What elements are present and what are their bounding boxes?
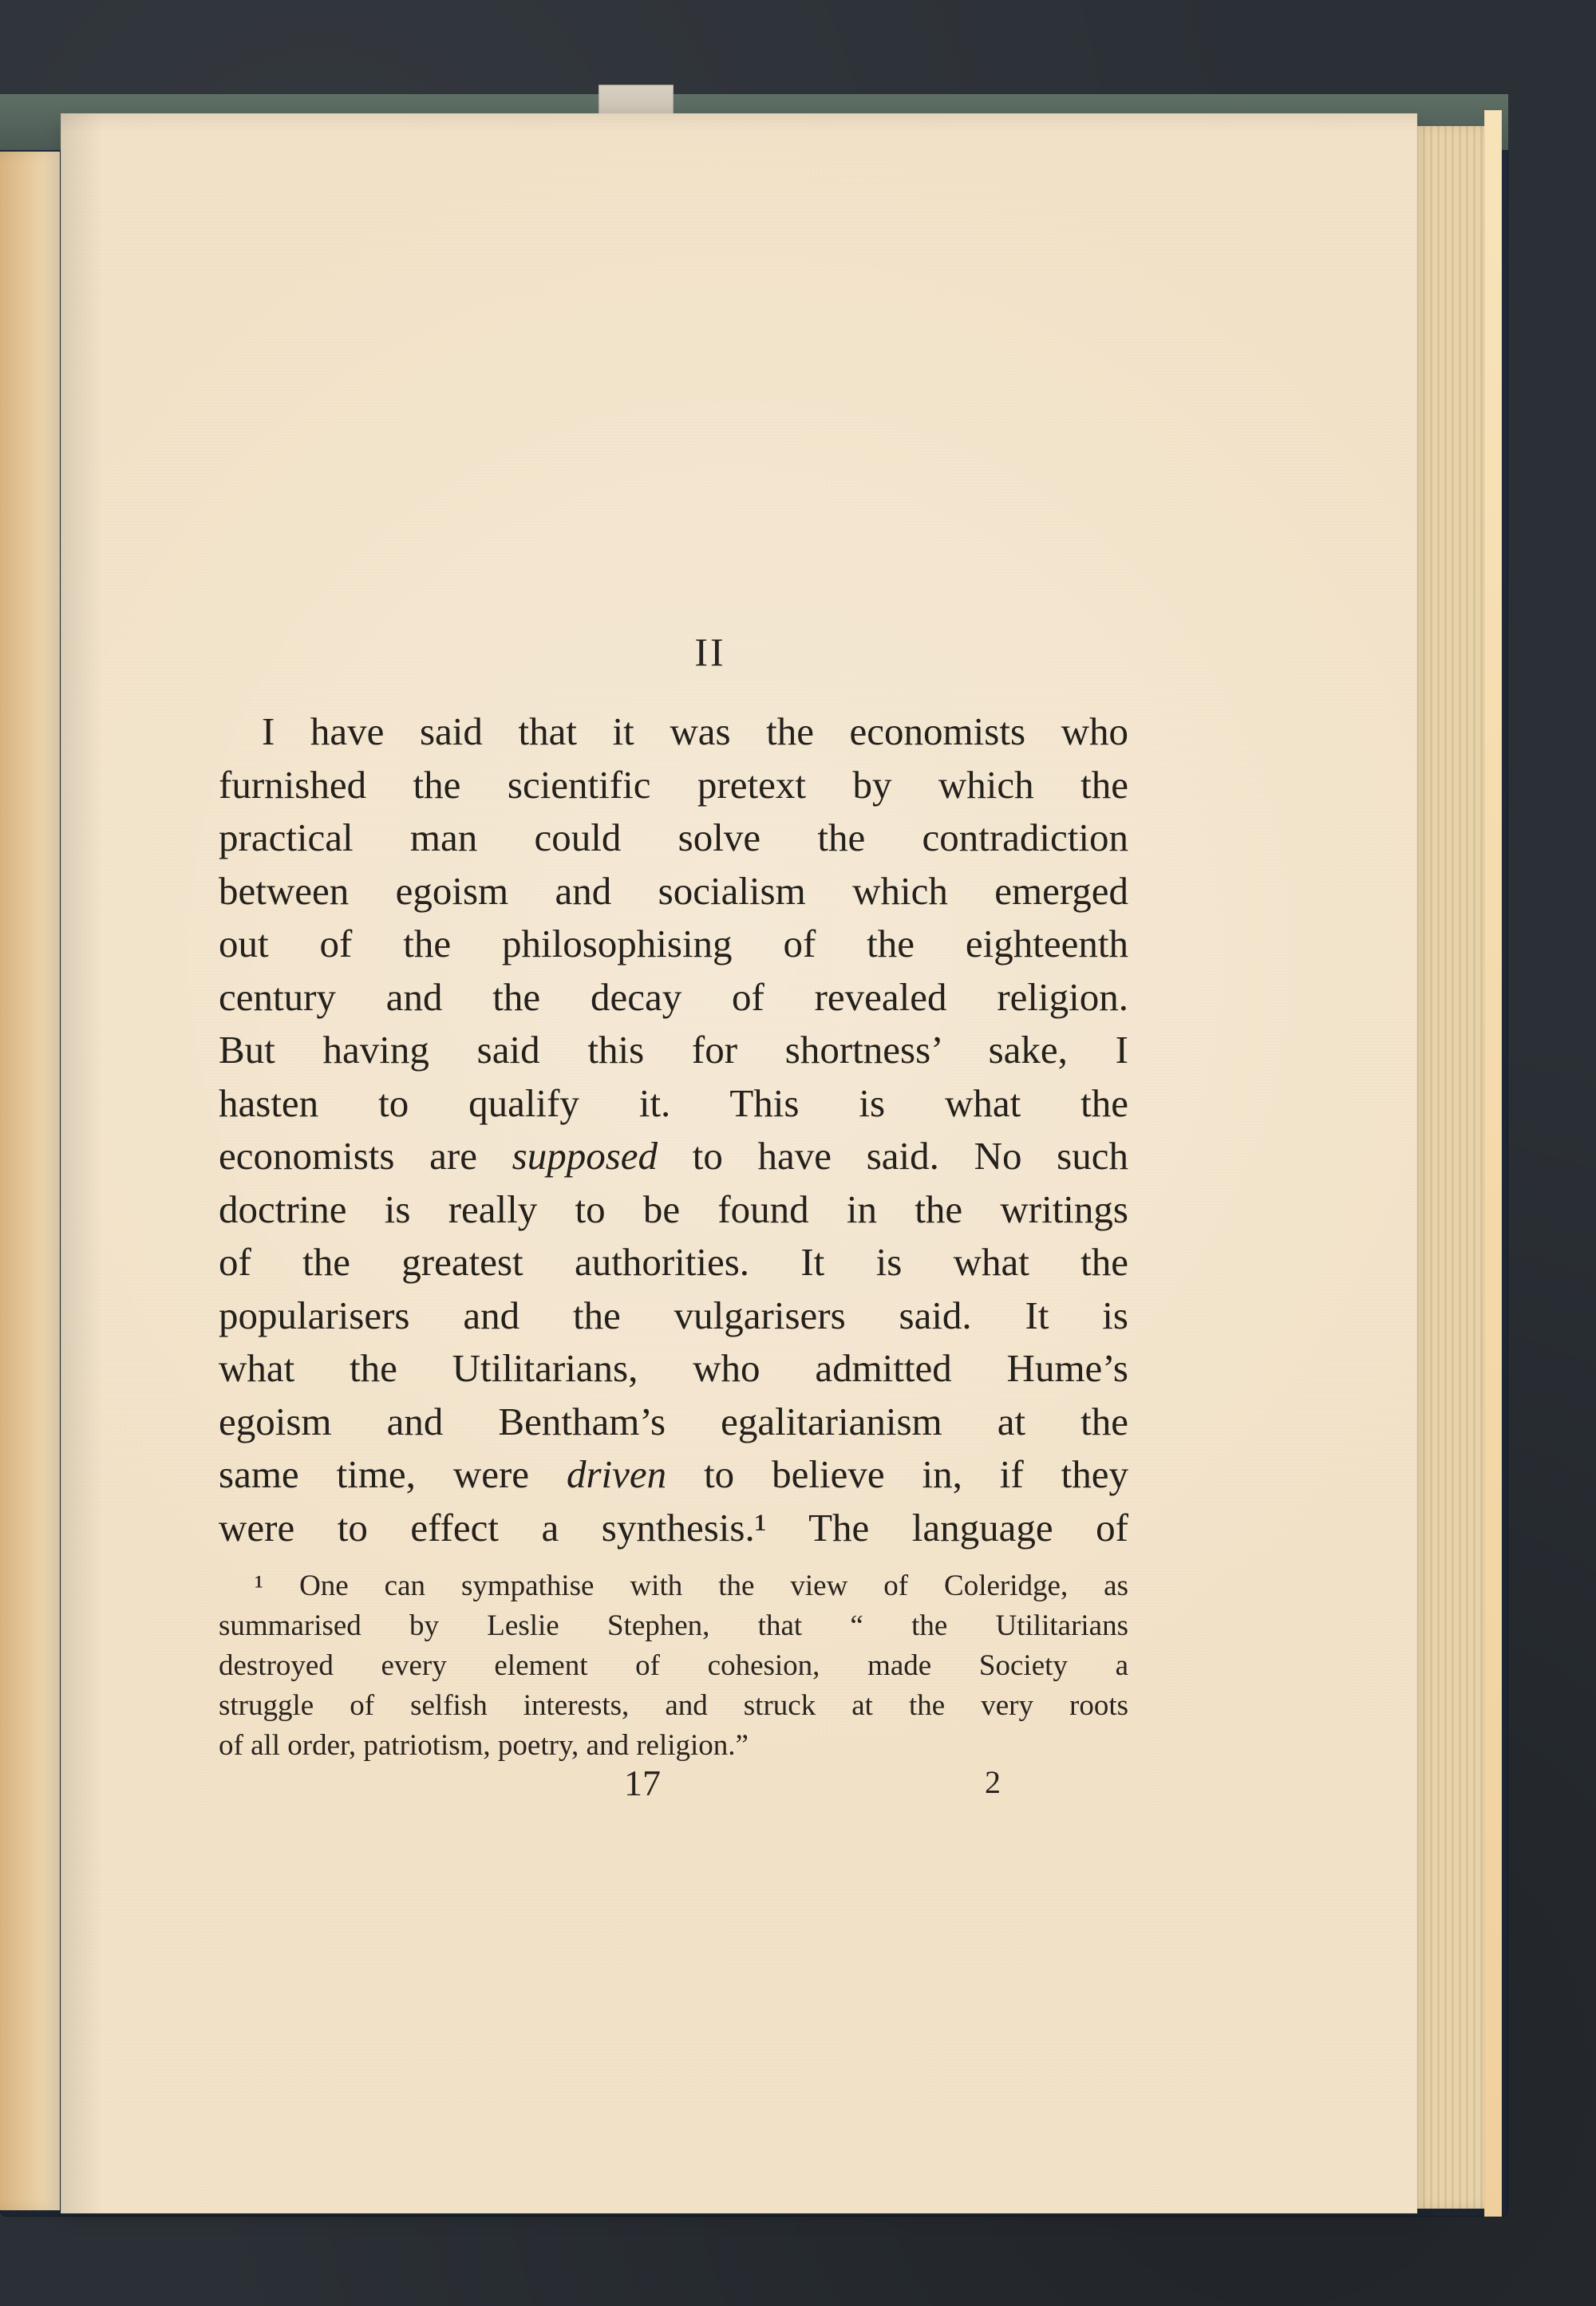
body-line-9-before: economists are <box>219 1134 512 1178</box>
right-book-edge <box>1484 110 1502 2217</box>
body-line-13: what the Utilitarians, who admitted Hume’s <box>219 1346 1128 1390</box>
footnote-line-1: ¹ One can sympathise with the view of Coleridge, as <box>255 1570 1128 1602</box>
body-text <box>219 705 1128 1554</box>
body-line-15-before: same time, were <box>219 1452 567 1496</box>
footnote-line-5: of all order, patriotism, poetry, and religion.” <box>219 1729 749 1762</box>
body-line-9-after: to have said. No such <box>658 1134 1128 1178</box>
body-line-9-italic: supposed <box>512 1134 658 1178</box>
page-content <box>61 113 1417 2213</box>
body-line-7: But having said this for shortness’ sake, I <box>219 1028 1128 1072</box>
body-line-15-after: to believe in, if they <box>666 1452 1128 1496</box>
body-line-2: furnished the scientific pretext by which the <box>219 762 1128 807</box>
body-line-4: between egoism and socialism which emerged <box>219 868 1128 913</box>
chapter-heading: II <box>694 630 726 674</box>
page-stack <box>1417 126 1495 2209</box>
body-line-1: I have said that it was the economists who <box>262 709 1128 753</box>
body-line-9 <box>219 1130 1128 1183</box>
body-line-16: were to effect a synthesis.¹ The language of <box>219 1505 1128 1550</box>
signature-mark: 2 <box>985 1764 1001 1800</box>
body-line-10: doctrine is really to be found in the writings <box>219 1187 1128 1231</box>
body-line-3: practical man could solve the contradiction <box>219 815 1128 859</box>
body-line-5: out of the philosophising of the eighteenth <box>219 922 1128 965</box>
body-line-15-italic: driven <box>566 1452 667 1496</box>
footnote-line-3: destroyed every element of cohesion, made Society a <box>219 1649 1128 1682</box>
body-line-8: hasten to qualify it. This is what the <box>219 1080 1128 1125</box>
footnote-line-2: summarised by Leslie Stephen, that “ the Utilitarians <box>219 1609 1128 1642</box>
book-page <box>61 113 1417 2213</box>
page-number: 17 <box>624 1763 661 1803</box>
body-line-15 <box>219 1448 1128 1502</box>
body-line-12: popularisers and the vulgarisers said. It is <box>219 1293 1128 1337</box>
footnote-line-4: struggle of selfish interests, and struck at the very roots <box>219 1689 1128 1722</box>
left-page-edge <box>0 152 60 2210</box>
footnote <box>219 1566 1128 1766</box>
body-line-11: of the greatest authorities. It is what the <box>219 1240 1128 1284</box>
body-line-14: egoism and Bentham’s egalitarianism at the <box>219 1399 1128 1443</box>
body-line-6: century and the decay of revealed religion. <box>219 974 1128 1019</box>
